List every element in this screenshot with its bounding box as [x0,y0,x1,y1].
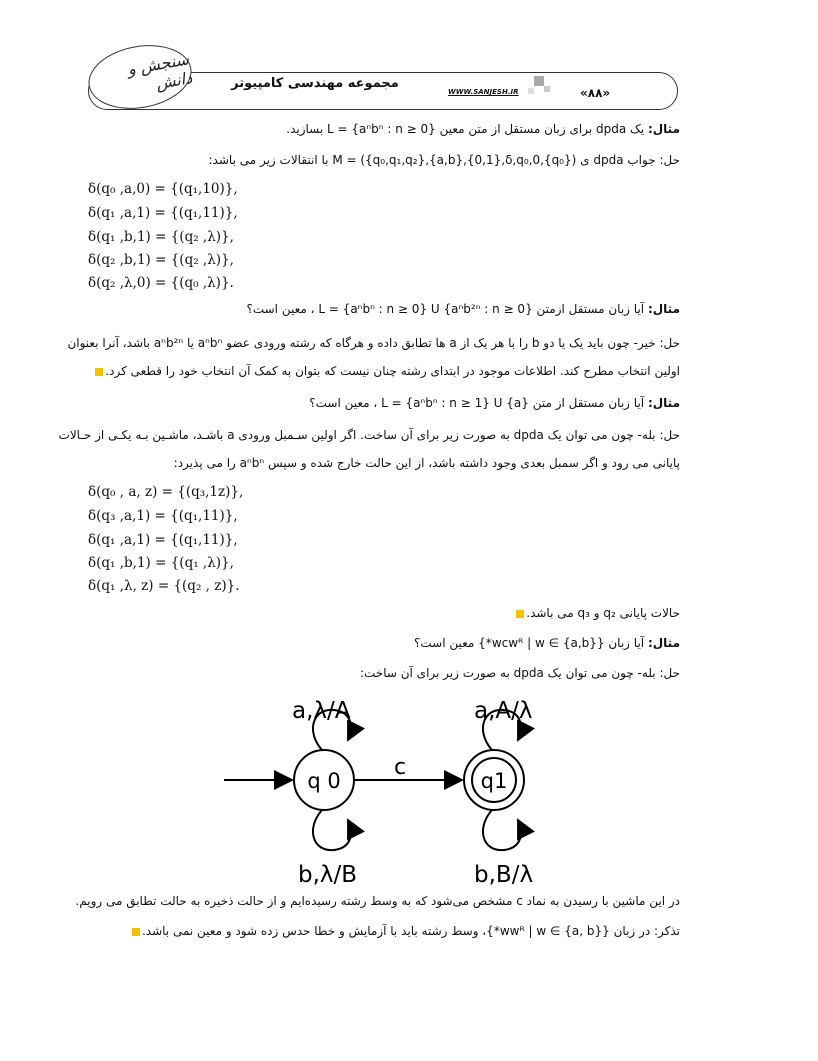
state-q0-label: q 0 [307,769,341,793]
note-line [130,924,680,938]
transition-label-c: c [393,755,407,780]
transition-line: δ(q₀ , a, z) = {(q₃,1z)}, [88,484,244,500]
end-marker-icon [132,928,140,936]
end-marker-icon [516,610,524,618]
example-label: مثال: [647,302,680,316]
transition-line: δ(q₁ ,b,1) = {(q₁ ,λ)}, [88,555,234,571]
header-url: WWW.SANJESH.IR [448,88,519,96]
solution-text: اولین انتخاب مطرح کند. اطلاعات موجود در ابتدای رشته چنان نیست که بتوان به کمک آن انتخاب خود را قطعی کرد. [105,364,680,378]
transition-line: δ(q₁ ,λ, z) = {(q₂ , z)}. [88,578,240,594]
explanation: در این ماشین با رسیدن به نماد c مشخص می‌شود که به وسط رشته رسیده‌ایم و از حالت ذخیره به حالت تطابق می رویم. [75,894,680,908]
example-label: مثال: [647,636,680,650]
transition-line: δ(q₀ ,a,0) = {(q₁,10)}, [88,181,238,197]
solution-1: حل: جواب dpda ی M = ({q₀,q₁,q₂},{a,b},{0,1},δ,q₀,0,{q₀}) با انتقالات زیر می باشد: [208,153,680,167]
loop-label-q1-bottom: b,B/λ [474,862,534,888]
transition-line: δ(q₂ ,λ,0) = {(q₀ ,λ)}. [88,275,234,291]
end-marker-icon [95,368,103,376]
example-text: یک dpda برای زبان مستقل از متن معین L = {aⁿbⁿ : n ≥ 0} بسازید. [286,122,645,136]
final-states-line [514,606,680,620]
solution-3-line-2: پایانی می رود و اگر سمبل بعدی وجود داشته باشد، از این حالت خارج شده و سپس aⁿbⁿ را می پذیرد: [173,456,680,470]
dpda-state-diagram [210,688,590,888]
self-loop-q1-bottom [483,810,521,850]
loop-label-q1-top: a,A/λ [474,698,533,724]
example-2 [246,302,680,316]
example-3 [309,396,680,410]
transition-line: δ(q₁ ,a,1) = {(q₁,11)}, [88,532,238,548]
transition-line: δ(q₂ ,b,1) = {(q₂ ,λ)}, [88,252,234,268]
example-4 [414,636,680,650]
solution-3-line-1: حل: بله- چون می توان یک dpda به صورت زیر برای آن ساخت. اگر اولین سـمبل ورودی a باشـد، ماشـین بـه یکـی از حـالات [58,428,680,442]
header-decoration-square [534,76,544,86]
page-number: «۸۸» [580,86,611,100]
loop-label-q0-top: a,λ/A [292,698,351,724]
state-q1-label: q1 [480,769,508,793]
solution-2-line-1: حل: خیر- چون باید یک یا دو b را با هر یک از a ها تطابق داده و هرگاه که رشته ورودی عضو aⁿbⁿ یا aⁿb²ⁿ باشد، آنرا بعنوان [67,336,680,350]
loop-label-q0-bottom: b,λ/B [298,862,358,888]
example-text: آیا زبان مستقل از متن L = {aⁿbⁿ : n ≥ 1} U {a} ، معین است؟ [309,396,645,410]
example-label: مثال: [647,122,680,136]
note-text: تذکر: در زبان {wwᴿ | w ∈ {a, b}*}، وسط رشته باید با آزمایش و خطا حدس زده شود و معین نمی باشد. [141,924,680,938]
header-decoration-square [528,88,534,94]
transition-line: δ(q₃ ,a,1) = {(q₁,11)}, [88,508,238,524]
transition-line: δ(q₁ ,b,1) = {(q₂ ,λ)}, [88,229,234,245]
example-1 [286,122,680,136]
solution-4: حل: بله- چون می توان یک dpda به صورت زیر برای آن ساخت: [359,666,680,680]
header-decoration-square [544,86,550,92]
transition-line: δ(q₁ ,a,1) = {(q₁,11)}, [88,205,238,221]
example-label: مثال: [647,396,680,410]
header-title: مجموعه مهندسی کامپیوتر [231,76,399,91]
example-text: آیا زبان {wcwᴿ | w ∈ {a,b}*} معین است؟ [414,636,645,650]
solution-2-line-2 [93,364,680,378]
example-text: آیا زبان مستقل ازمتن L = {aⁿbⁿ : n ≥ 0} U {aⁿb²ⁿ : n ≥ 0} ، معین است؟ [246,302,645,316]
logo-text: سنجش و دانش [126,49,194,94]
self-loop-q0-bottom [313,810,351,850]
final-states-text: حالات پایانی q₂ و q₃ می باشد. [526,606,680,620]
